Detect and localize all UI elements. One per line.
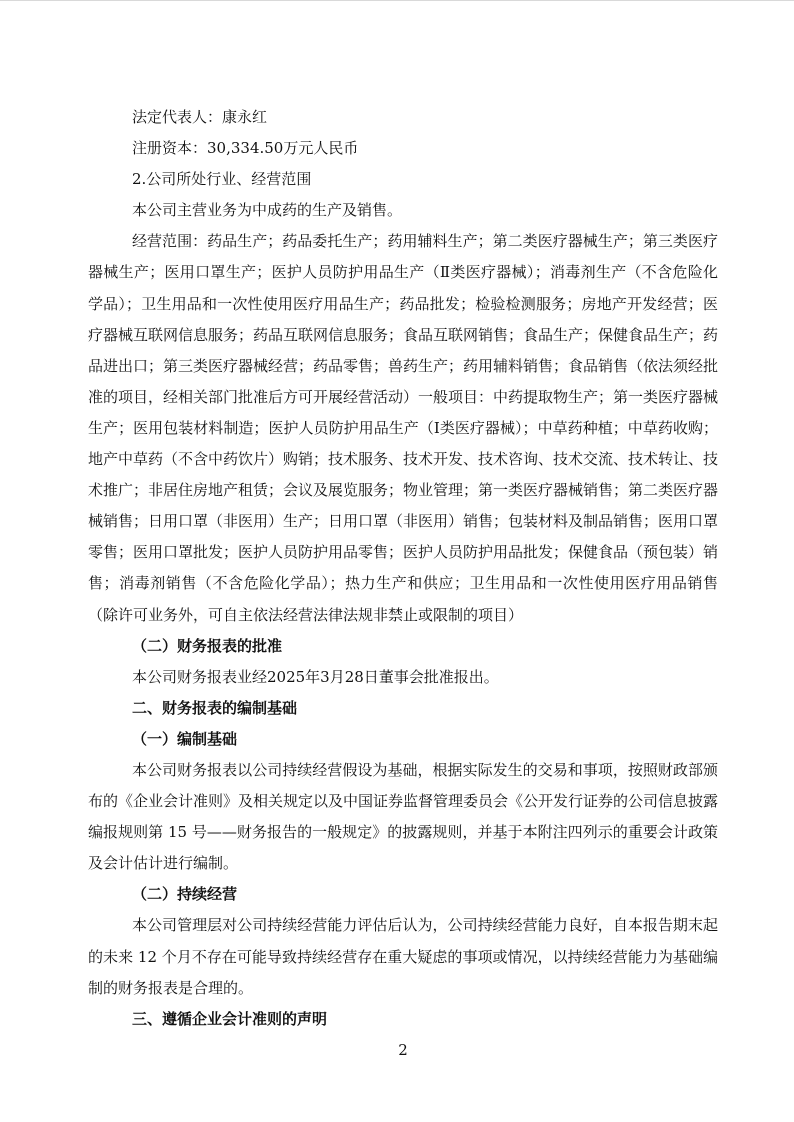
- heading-preparation-basis-section: 二、财务报表的编制基础: [132, 698, 298, 717]
- document-content: [88, 102, 718, 1035]
- para-legal-representative: 法定代表人：康永红: [132, 108, 268, 126]
- heading-preparation-basis: （一）编制基础: [132, 729, 238, 748]
- para-registered-capital: 注册资本：30,334.50万元人民币: [132, 139, 359, 158]
- para-going-concern: 本公司管理层对公司持续经营能力评估后认为，公司持续经营能力良好，自本报告期末起的未来 12 个月不存在可能导致持续经营存在重大疑虑的事项或情况，以持续经营能力为基础编制的财务报表是合理的。: [88, 916, 718, 997]
- heading-accounting-standards-statement: 三、遵循企业会计准则的声明: [132, 1009, 328, 1028]
- page-number: 2: [398, 1041, 408, 1059]
- heading-financial-statements-approval: （二）财务报表的批准: [132, 636, 283, 655]
- para-business-scope: 经营范围：药品生产；药品委托生产；药用辅料生产；第二类医疗器械生产；第三类医疗器械生产；医用口罩生产；医护人员防护用品生产（Ⅱ类医疗器械）；消毒剂生产（不含危险化学品）；卫生用品和一次性使用医疗用品生产；药品批发；检验检测服务；房地产开发经营；医疗器械互联网信息服务；药品互联网信息服务；食品互联网销售；食品生产；保健食品生产；药品进出口；第三类医疗器械经营；药品零售；兽药生产；药用辅料销售；食品销售（依法须经批准的项目，经相关部门批准后方可开展经营活动）一般项目：中药提取物生产；第一类医疗器械生产；医用包装材料制造；医护人员防护用品生产（Ⅰ类医疗器械）；中草药种植；中草药收购；地产中草药（不含中药饮片）购销；技术服务、技术开发、技术咨询、技术交流、技术转让、技术推广；非居住房地产租赁；会议及展览服务；物业管理；第一类医疗器械销售；第二类医疗器械销售；日用口罩（非医用）生产；日用口罩（非医用）销售；包装材料及制品销售；医用口罩零售；医用口罩批发；医护人员防护用品零售；医护人员防护用品批发；保健食品（预包装）销售；消毒剂销售（不含危险化学品）；热力生产和供应；卫生用品和一次性使用医疗用品销售（除许可业务外，可自主依法经营法律法规非禁止或限制的项目）: [88, 232, 719, 624]
- para-preparation-basis: 本公司财务报表以公司持续经营假设为基础，根据实际发生的交易和事项，按照财政部颁布的《企业会计准则》及相关规定以及中国证券监督管理委员会《公开发行证券的公司信息披露编报规则第 15 号——财务报告的一般规定》的披露规则，并基于本附注四列示的重要会计政策及会计估计进行编制。: [88, 760, 719, 873]
- para-industry-scope-label: 2.公司所处行业、经营范围: [132, 170, 312, 189]
- page-top-edge: [0, 0, 794, 1]
- heading-going-concern: （二）持续经营: [132, 885, 238, 904]
- para-main-business: 本公司主营业务为中成药的生产及销售。: [132, 201, 403, 220]
- para-approval-date: 本公司财务报表业经2025年3月28日董事会批准报出。: [132, 667, 499, 686]
